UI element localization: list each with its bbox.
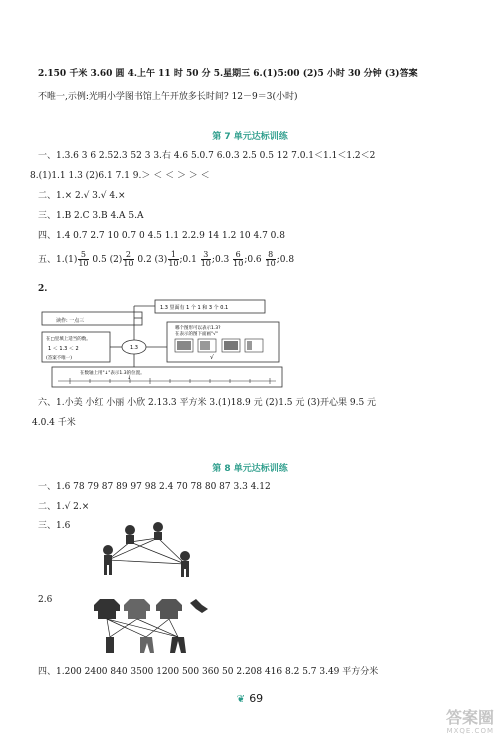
unit7-row2: 8.(1)1.1 1.3 (2)6.1 7.1 9.＞ ＜ ＜ ＞ ＞ ＜ [30, 171, 210, 181]
unit8-row5: 四、1.200 2400 840 3500 1200 500 360 50 2.208 416 8.2 5.7 3.49 平方分米 [38, 667, 379, 677]
fraction: $\frac{6}{10}$ [233, 250, 244, 268]
unit7-row6: 五、1.(1) $\frac{5}{10}$ 0.5 (2) $\frac{2}{10}$ 0.2 (3) $\frac{1}{10}$ ;0.1 $\frac{3}{10}$ ;0.3 $\frac{6}{10}$ ;0.6 $\frac{8}{10}$ ;0.8 [38, 250, 295, 268]
hat-icon [190, 599, 208, 613]
unit7-q2-label: 2. [38, 284, 48, 294]
shape-question: 哪个图形可以表示1.3? [175, 326, 221, 331]
unit7-row1: 一、1.3.6 3 6 2.52.3 52 3 3.右 4.6 5.0.7 6.0.3 2.5 0.5 12 7.0.1＜1.1＜1.2＜2 [38, 151, 376, 161]
child-icon [103, 545, 113, 555]
fraction: $\frac{2}{10}$ [123, 250, 134, 268]
unit7-title: 第 7 单元达标训练 [212, 132, 288, 142]
leaf-icon: ❦ [236, 694, 246, 705]
children-matching-figure [90, 520, 220, 582]
skirt-icon [140, 637, 154, 653]
child-icon [153, 522, 163, 532]
decimal-concept-diagram [40, 298, 290, 390]
watermark [446, 709, 494, 735]
fraction: $\frac{1}{10}$ [168, 250, 179, 268]
unit7-row5: 四、1.4 0.7 2.7 10 0.7 0 4.5 1.1 2.2.9 14 1.2 10 4.7 0.8 [38, 231, 285, 241]
read-text: 读作: 一点三 [56, 318, 85, 324]
write-text: 1.3 里面有 1 个 1 和 3 个 0.1 [160, 305, 229, 311]
number-line-box [52, 367, 282, 387]
shirt-icon [156, 599, 182, 619]
check-mark: √ [210, 354, 214, 361]
unit8-row2: 二、1.√ 2.× [38, 502, 90, 512]
unit7-row4: 三、1.B 2.C 3.B 4.A 5.A [38, 211, 144, 221]
unit8-row1: 一、1.6 78 79 87 89 97 98 2.4 70 78 80 87 3.3 4.12 [38, 482, 271, 492]
fraction: $\frac{8}{10}$ [265, 250, 276, 268]
answer-line-1: 2.150 千米 3.60 圆 4.上午 11 时 50 分 5.星期三 6.(1)5:00 (2)5 小时 30 分钟 (3)答案 [38, 69, 418, 79]
unit7-row3: 二、1.× 2.√ 3.√ 4.× [38, 191, 126, 201]
shape-question-2: 在表示的图下面画"√" [175, 332, 219, 337]
shirt-icon [124, 599, 150, 619]
shirt-icon [94, 599, 120, 619]
fraction: $\frac{3}{10}$ [200, 250, 211, 268]
arrow-mark: ↓ [127, 375, 132, 381]
child-icon [125, 525, 135, 535]
fraction: $\frac{5}{10}$ [78, 250, 89, 268]
pants-icon [170, 637, 186, 653]
unit7-row7: 六、1.小美 小红 小丽 小欣 2.13.3 平方米 3.(1)18.9 元 (2)1.5 元 (3)开心果 9.5 元 [38, 398, 377, 408]
unit8-row3: 三、1.6 [38, 521, 71, 531]
unit7-row8: 4.0.4 千米 [32, 418, 76, 428]
page-footer [0, 692, 500, 705]
page-number: 69 [249, 692, 264, 705]
fill-box-text: 在□里填上适当的数。 [46, 337, 91, 342]
child-icon [180, 551, 190, 561]
watermark-url: MXQE.COM [446, 727, 494, 735]
number-line-text: 在数轴上用"↓"表示1.3的位置。 [80, 371, 145, 376]
unit8-title: 第 8 单元达标训练 [212, 464, 288, 474]
watermark-logo: 答案圈 [445, 708, 494, 727]
pants-icon [106, 637, 114, 653]
center-text: 1.3 [130, 345, 138, 351]
inequality-text: 1 ＜ 1.3 ＜ 2 [48, 346, 79, 352]
answer-line-2: 不唯一,示例:光明小学图书馆上午开放多长时间? 12－9＝3(小时) [38, 92, 298, 102]
unit8-row4: 2.6 [38, 595, 53, 605]
answer-note: (答案不唯一) [46, 356, 73, 361]
clothes-matching-figure [92, 593, 222, 655]
